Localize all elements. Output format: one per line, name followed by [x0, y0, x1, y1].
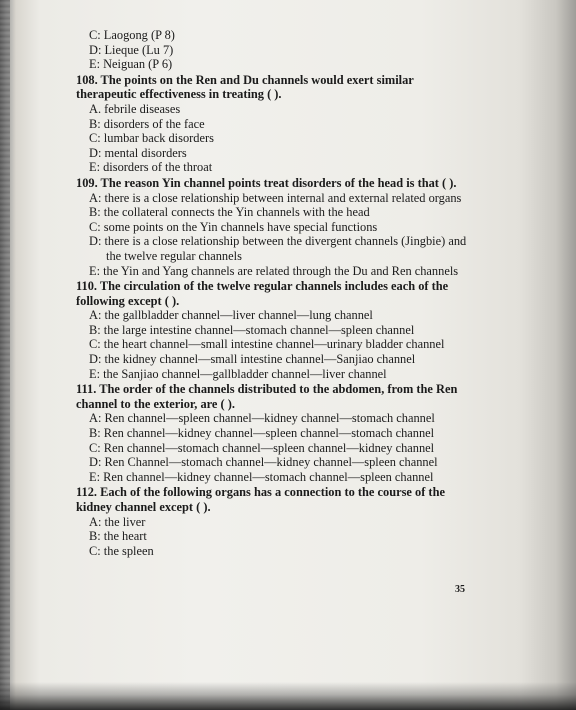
- q108-option-b: B: disorders of the face: [89, 116, 205, 131]
- page-content: [76, 28, 472, 558]
- question-111: 111. The order of the channels distributed to the abdomen, from the Ren channel to the exterior, are ( ).: [76, 382, 458, 411]
- q112-option-c: C: the spleen: [89, 543, 154, 558]
- q108-option-e: E: disorders of the throat: [89, 160, 213, 175]
- q111-option-b: B: Ren channel—kidney channel—spleen channel—stomach channel: [89, 426, 435, 441]
- question-112: 112. Each of the following organs has a connection to the course of the kidney channel except ( ).: [76, 485, 445, 514]
- q108-option-a: A. febrile diseases: [89, 101, 181, 116]
- q108-option-d: D: mental disorders: [89, 145, 187, 160]
- option-d-lieque: D: Lieque (Lu 7): [89, 42, 174, 57]
- q109-option-c: C: some points on the Yin channels have special functions: [89, 219, 378, 234]
- q108-option-c: C: lumbar back disorders: [89, 131, 214, 146]
- q109-option-b: B: the collateral connects the Yin channels with the head: [89, 205, 370, 220]
- q110-option-c: C: the heart channel—small intestine channel—urinary bladder channel: [89, 337, 445, 352]
- option-c-laogong: C: Laogong (P 8): [89, 28, 175, 42]
- q111-option-a: A: Ren channel—spleen channel—kidney channel—stomach channel: [89, 411, 435, 426]
- question-108: 108. The points on the Ren and Du channels would exert similar therapeutic effectiveness in treating ( ).: [76, 72, 414, 102]
- q111-option-d: D: Ren Channel—stomach channel—kidney channel—spleen channel: [89, 455, 438, 470]
- page-bottom-shadow: [0, 682, 576, 710]
- question-110: 110. The circulation of the twelve regular channels includes each of the following except ( ).: [76, 279, 449, 308]
- q109-option-d: D: there is a close relationship between the divergent channels (Jingbie) and the twelve regular channels: [89, 234, 467, 263]
- q111-option-c: C: Ren channel—stomach channel—spleen channel—kidney channel: [89, 440, 435, 455]
- q110-option-a: A: the gallbladder channel—liver channel—lung channel: [89, 308, 373, 323]
- q109-option-a: A: there is a close relationship between internal and external related organs: [89, 190, 462, 205]
- q110-option-b: B: the large intestine channel—stomach channel—spleen channel: [89, 322, 415, 337]
- q110-option-e: E: the Sanjiao channel—gallbladder channel—liver channel: [89, 366, 387, 381]
- question-109: 109. The reason Yin channel points treat disorders of the head is that ( ).: [76, 175, 457, 190]
- q109-option-e: E: the Yin and Yang channels are related through the Du and Ren channels: [89, 263, 459, 278]
- q112-option-a: A: the liver: [89, 514, 146, 529]
- q111-option-e: E: Ren channel—kidney channel—stomach channel—spleen channel: [89, 469, 434, 484]
- page-number: 35: [455, 584, 465, 595]
- page-binding-edge: [0, 0, 10, 710]
- q110-option-d: D: the kidney channel—small intestine channel—Sanjiao channel: [89, 352, 416, 367]
- q112-option-b: B: the heart: [89, 529, 147, 544]
- option-e-neiguan: E: Neiguan (P 6): [89, 57, 173, 72]
